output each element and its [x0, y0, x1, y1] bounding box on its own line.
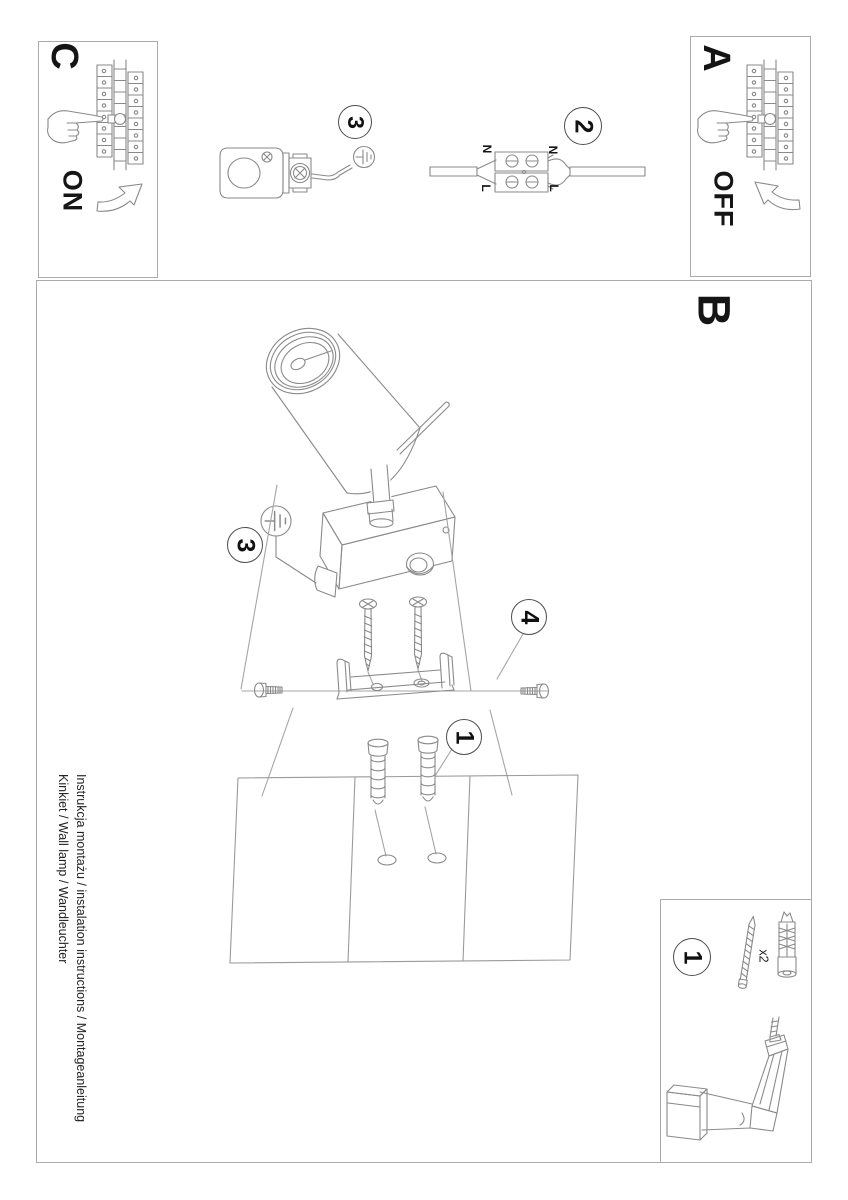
- step-2-badge: 2: [564, 107, 602, 145]
- curved-arrow-icon: [97, 184, 142, 211]
- step-3-badge: 3: [338, 105, 372, 139]
- wire-neutral-label: N: [480, 144, 494, 154]
- panel-c-label: C: [43, 42, 85, 70]
- earth-tab: [315, 566, 337, 597]
- fixings-quantity-label: x2: [756, 949, 771, 963]
- step-1-badge: 1: [446, 719, 482, 755]
- wire-live-label: L: [479, 184, 493, 192]
- step-1-badge: 1: [673, 938, 711, 976]
- wire-live-label: L: [547, 184, 561, 192]
- footer-line-2: Kinkiet / Wall lamp / Wandleuchter: [56, 774, 70, 964]
- step-4-badge: 4: [511, 599, 547, 635]
- earth-terminal-illustration: [220, 147, 375, 199]
- on-label: ON: [57, 169, 88, 213]
- screw-icon: [738, 916, 757, 989]
- terminal-block-wiring-illustration: [430, 152, 645, 192]
- footer-title: [54, 774, 90, 1122]
- footer-line-1: Instrukcja montażu / instalation instructions / Montageanleitung: [74, 774, 88, 1123]
- step-3-badge: 3: [227, 527, 263, 563]
- anchor-icon: [778, 912, 796, 977]
- section-b-label: B: [688, 293, 740, 327]
- curved-arrow-icon: [755, 182, 800, 210]
- panel-a-label: A: [695, 44, 737, 72]
- drill-icon: [667, 1017, 788, 1140]
- wall-panel: [230, 775, 578, 963]
- lamp-exploded-view: [230, 316, 578, 963]
- mounting-bracket: [337, 653, 454, 699]
- off-label: OFF: [708, 170, 739, 228]
- wire-neutral-label: N: [546, 145, 560, 155]
